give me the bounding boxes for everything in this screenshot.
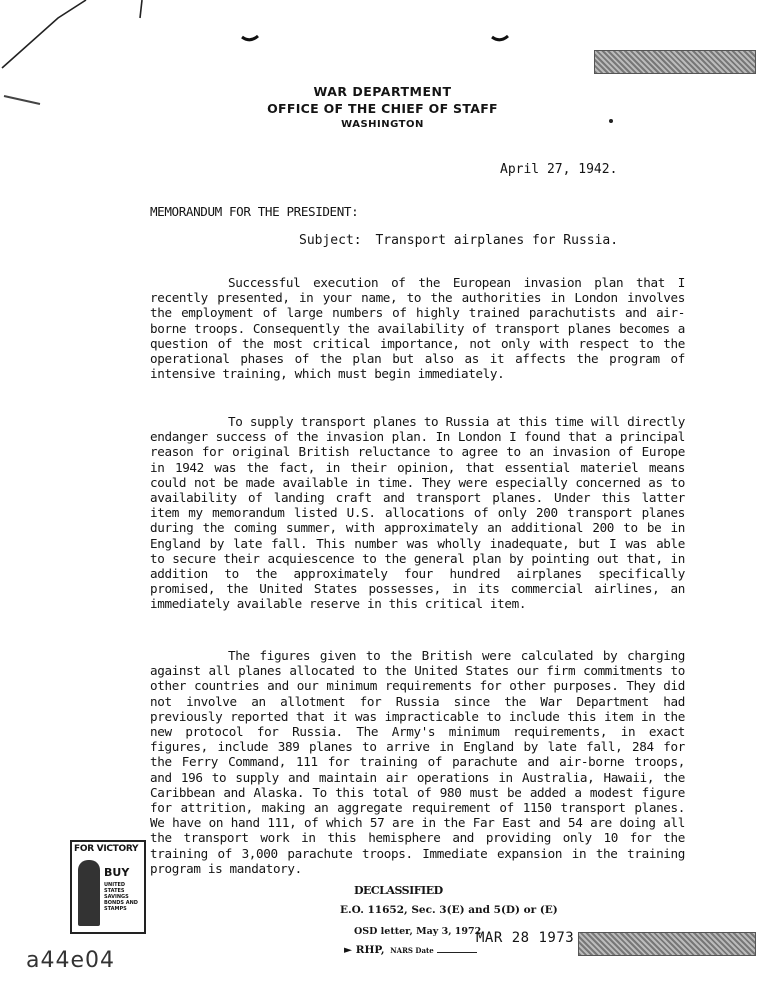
- declassified-authority: E.O. 11652, Sec. 3(E) and 5(D) or (E): [340, 904, 558, 916]
- memo-subject: [299, 233, 618, 248]
- poster-buy-text: BUY: [104, 866, 130, 879]
- body-paragraph-3: The figures given to the British were calculated by charging against all planes allocated to the United States our firm commitments to other countries and our minimum requirements for other purposes. They did not involve an allotment for Russia since the War Department had previously reported that it was impracticable to include this item in the new protocol for Russia. The Army's minimum requirements, in exact figures, include 389 planes to arrive in England by late fall, 284 for the Ferry Command, 111 for training of parachute and air-borne troops, and 196 to supply and maintain air operations in Australia, Hawaii, the Caribbean and Alaska. To this total of 980 must be added a modest figure for attrition, making an aggregate requirement of 1150 transport planes. We have on hand 111, of which 57 are in the Far East and 54 are doing all the transport work in this hemisphere and providing only 10 for the training of 3,000 parachute troops. Immediate expansion in the training program is mandatory.: [150, 648, 685, 876]
- hole-punch-mark-left: [240, 34, 260, 42]
- letterhead-city: WASHINGTON: [341, 119, 424, 130]
- declassified-title: DECLASSIFIED: [354, 884, 443, 897]
- redaction-stamp-top: [594, 50, 756, 74]
- poster-small-text: UNITED STATES SAVINGS BONDS AND STAMPS: [104, 882, 138, 912]
- handwritten-file-number: a44e04: [26, 948, 116, 973]
- memo-date: April 27, 1942.: [500, 162, 618, 177]
- body-paragraph-1: Successful execution of the European invasion plan that I recently presented, in your name, to the authorities in London involves the employment of large numbers of highly trained parachutists and air-borne troops. Consequently the availability of transport planes becomes a question of the most critical importance, not only with respect to the operational phases of the plan but also as it affects the program of intensive training, which must begin immediately.: [150, 275, 685, 382]
- poster-top-text: FOR VICTORY: [74, 844, 139, 854]
- letterhead-department: WAR DEPARTMENT: [313, 84, 452, 99]
- declassified-date-stamp: MAR 28 1973: [476, 930, 575, 946]
- subject-text: Transport airplanes for Russia.: [375, 233, 619, 248]
- soldier-figure-icon: [78, 860, 100, 926]
- letterhead-office: OFFICE OF THE CHIEF OF STAFF: [267, 101, 498, 116]
- redaction-stamp-bottom: [578, 932, 756, 956]
- memo-addressee: MEMORANDUM FOR THE PRESIDENT:: [150, 204, 359, 219]
- war-bonds-poster-stamp: [70, 840, 146, 934]
- hole-punch-mark-right: [490, 34, 510, 42]
- declassified-nars: NARS Date: [390, 946, 434, 955]
- subject-label: Subject:: [299, 233, 362, 248]
- declassified-letter: OSD letter, May 3, 1972: [354, 926, 482, 937]
- declassified-initials: RHP,: [355, 944, 385, 956]
- declassified-date-line: [344, 944, 477, 956]
- body-paragraph-2: To supply transport planes to Russia at this time will directly endanger success of the invasion plan. In London I found that a principal reason for original British reluctance to agree to an invasion of Europe in 1942 was the fact, in their opinion, that essential materiel means could not be made available in time. They were especially concerned as to availability of landing craft and transport planes. Under this latter item my memorandum listed U.S. allocations of only 200 transport planes during the coming summer, with approximately an additional 200 to be in England by late fall. This number was wholly inadequate, but I was able to secure their acquiescence to the general plan by pointing out that, in addition to the approximately four hundred airplanes specifically promised, the United States possesses, in its commercial airlines, an immediately available reserve in this critical item.: [150, 414, 685, 612]
- declassified-arrow-icon: ►: [344, 944, 353, 956]
